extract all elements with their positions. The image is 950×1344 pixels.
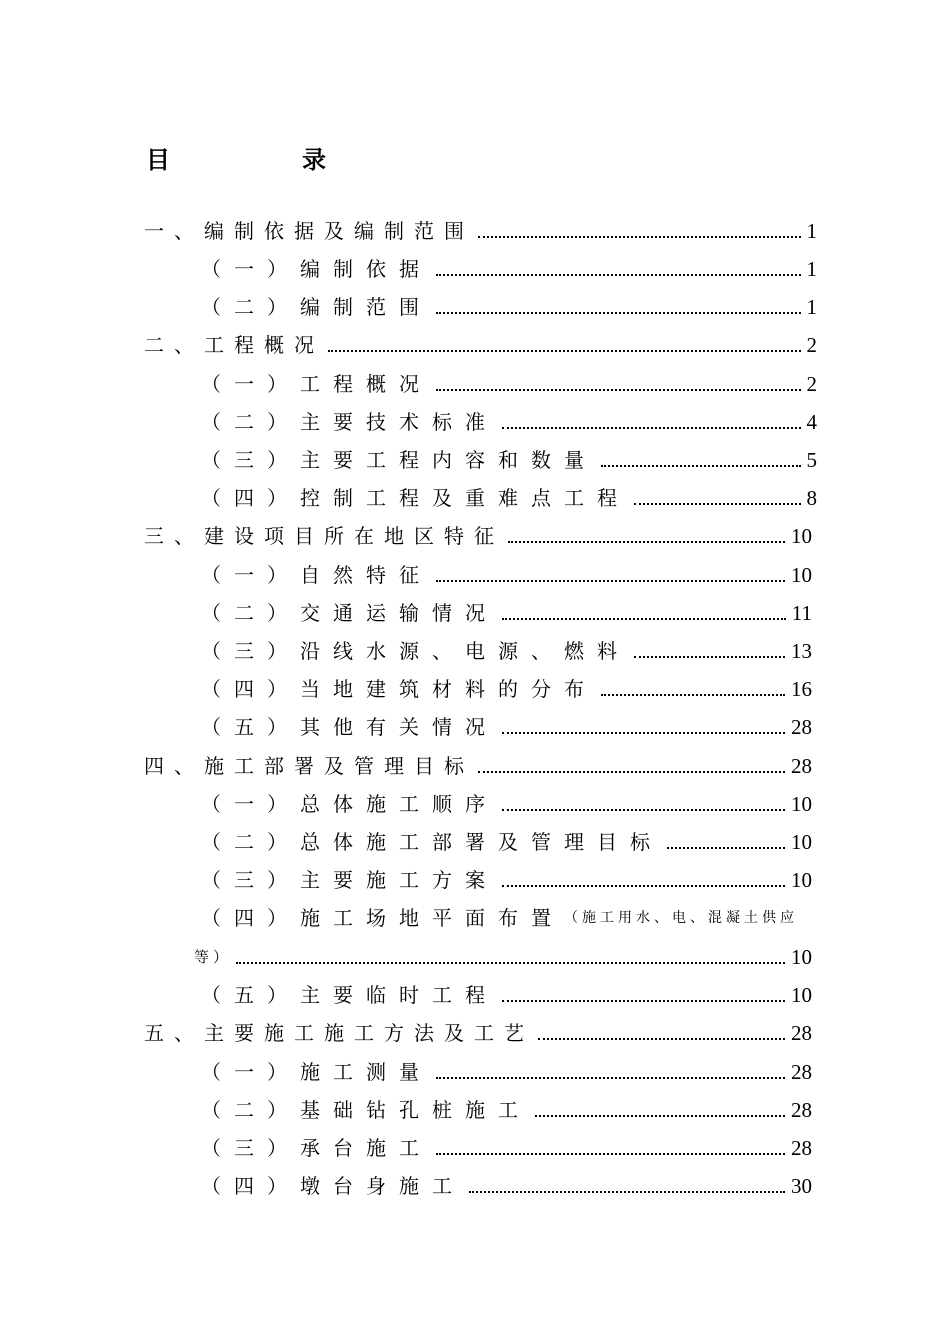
toc-entry-label: 四、施工部署及管理目标	[144, 754, 474, 778]
toc-section-entry[interactable]	[201, 1092, 812, 1122]
toc-entry-label: （三）主要工程内容和数量	[201, 448, 597, 472]
toc-section-entry[interactable]	[201, 671, 812, 701]
toc-page-number: 28	[791, 1136, 812, 1160]
toc-entry-label: （三）承台施工	[201, 1136, 432, 1160]
toc-chapter-entry[interactable]	[144, 748, 812, 778]
toc-dot-leader	[436, 579, 785, 582]
toc-dot-leader	[538, 1037, 785, 1040]
toc-entry-continuation-label: 等）	[194, 948, 233, 966]
toc-page-number: 4	[806, 410, 817, 434]
toc-entry-label: （一）编制依据	[201, 257, 432, 281]
toc-entry-label: （一）总体施工顺序	[201, 792, 498, 816]
toc-dot-leader	[436, 311, 801, 314]
toc-section-entry[interactable]	[201, 1168, 812, 1198]
toc-page-number: 28	[791, 1060, 812, 1084]
toc-dot-leader	[634, 655, 785, 658]
toc-entry-label: （四）控制工程及重难点工程	[201, 486, 630, 510]
toc-title-char-1: 目	[146, 146, 170, 174]
toc-page-number: 5	[806, 448, 817, 472]
toc-page-number: 10	[791, 563, 812, 587]
toc-dot-leader	[601, 464, 801, 467]
toc-entry-label: （三）主要施工方案	[201, 868, 498, 892]
toc-entry-label: （二）编制范围	[201, 295, 432, 319]
toc-section-entry[interactable]	[201, 480, 817, 510]
toc-section-entry[interactable]	[201, 824, 812, 854]
toc-page-number: 30	[791, 1174, 812, 1198]
toc-entry-continuation[interactable]	[194, 939, 812, 969]
toc-entry-label: （二）总体施工部署及管理目标	[201, 830, 663, 854]
toc-section-entry[interactable]	[201, 977, 812, 1007]
toc-entry-label: （一）自然特征	[201, 563, 432, 587]
toc-section-entry[interactable]	[201, 289, 817, 319]
toc-section-entry[interactable]	[201, 709, 812, 739]
toc-section-entry[interactable]	[201, 404, 817, 434]
toc-dot-leader	[436, 1152, 785, 1155]
toc-section-entry[interactable]	[201, 366, 817, 396]
toc-section-entry[interactable]	[201, 862, 812, 892]
toc-page-number: 2	[806, 372, 817, 396]
toc-page-number: 10	[791, 830, 812, 854]
toc-section-entry[interactable]	[201, 900, 812, 930]
toc-entry-label: （二）基础钻孔桩施工	[201, 1098, 531, 1122]
toc-page-number: 13	[791, 639, 812, 663]
toc-title	[146, 140, 326, 175]
toc-dot-leader	[502, 808, 785, 811]
toc-entry-label: 一、编制依据及编制范围	[144, 219, 474, 243]
toc-chapter-entry[interactable]	[144, 327, 817, 357]
toc-entry-label: （四）当地建筑材料的分布	[201, 677, 597, 701]
toc-section-entry[interactable]	[201, 786, 812, 816]
toc-entry-label: （五）主要临时工程	[201, 983, 498, 1007]
toc-dot-leader	[436, 388, 801, 391]
toc-section-entry[interactable]	[201, 633, 812, 663]
toc-dot-leader	[328, 349, 801, 352]
toc-entry-label: （二）主要技术标准	[201, 410, 498, 434]
toc-page-number: 1	[806, 257, 817, 281]
toc-page-number: 28	[791, 715, 812, 739]
toc-dot-leader	[667, 846, 785, 849]
toc-dot-leader	[478, 770, 785, 773]
toc-page-number: 2	[806, 333, 817, 357]
toc-dot-leader	[236, 961, 785, 964]
toc-page-number: 10	[791, 868, 812, 892]
toc-page-number: 1	[806, 295, 817, 319]
toc-page-number: 1	[806, 219, 817, 243]
toc-section-entry[interactable]	[201, 1130, 812, 1160]
toc-entry-label: 五、主要施工施工方法及工艺	[144, 1021, 534, 1045]
toc-page-number: 28	[791, 1021, 812, 1045]
toc-entry-label: （四）墩台身施工	[201, 1174, 465, 1198]
toc-chapter-entry[interactable]	[144, 518, 812, 548]
toc-dot-leader	[601, 693, 785, 696]
toc-dot-leader	[634, 502, 801, 505]
toc-chapter-entry[interactable]	[144, 213, 817, 243]
toc-section-entry[interactable]	[201, 595, 812, 625]
toc-dot-leader	[502, 426, 801, 429]
toc-page-number: 28	[791, 754, 812, 778]
toc-dot-leader	[502, 617, 786, 620]
toc-dot-leader	[469, 1190, 785, 1193]
toc-entry-label: 三、建设项目所在地区特征	[144, 524, 504, 548]
toc-section-entry[interactable]	[201, 557, 812, 587]
toc-page-number: 8	[806, 486, 817, 510]
toc-dot-leader	[535, 1114, 785, 1117]
toc-entry-note: （施工用水、电、混凝土供应	[564, 910, 798, 926]
toc-page-number: 10	[791, 792, 812, 816]
toc-page-number: 16	[791, 677, 812, 701]
toc-section-entry[interactable]	[201, 442, 817, 472]
toc-entry-label: （一）工程概况	[201, 372, 432, 396]
toc-dot-leader	[436, 273, 801, 276]
toc-section-entry[interactable]	[201, 251, 817, 281]
toc-section-entry[interactable]	[201, 1054, 812, 1084]
toc-dot-leader	[478, 235, 801, 238]
toc-dot-leader	[502, 884, 785, 887]
toc-title-char-2: 录	[302, 146, 326, 174]
toc-dot-leader	[502, 731, 785, 734]
toc-entry-label: 二、工程概况	[144, 333, 324, 357]
toc-entry-label: （一）施工测量	[201, 1060, 432, 1084]
toc-chapter-entry[interactable]	[144, 1015, 812, 1045]
toc-dot-leader	[508, 540, 785, 543]
toc-page-number: 11	[791, 601, 812, 625]
toc-dot-leader	[502, 999, 785, 1002]
toc-dot-leader	[436, 1076, 785, 1079]
toc-page-number: 10	[791, 524, 812, 548]
toc-page-number: 28	[791, 1098, 812, 1122]
toc-page-number: 10	[791, 983, 812, 1007]
toc-entry-label: （三）沿线水源、电源、燃料	[201, 639, 630, 663]
toc-entry-label: （二）交通运输情况	[201, 601, 498, 625]
toc-entry-label: （五）其他有关情况	[201, 715, 498, 739]
toc-page-number: 10	[791, 945, 812, 969]
toc-entry-label: （四）施工场地平面布置	[201, 906, 564, 930]
